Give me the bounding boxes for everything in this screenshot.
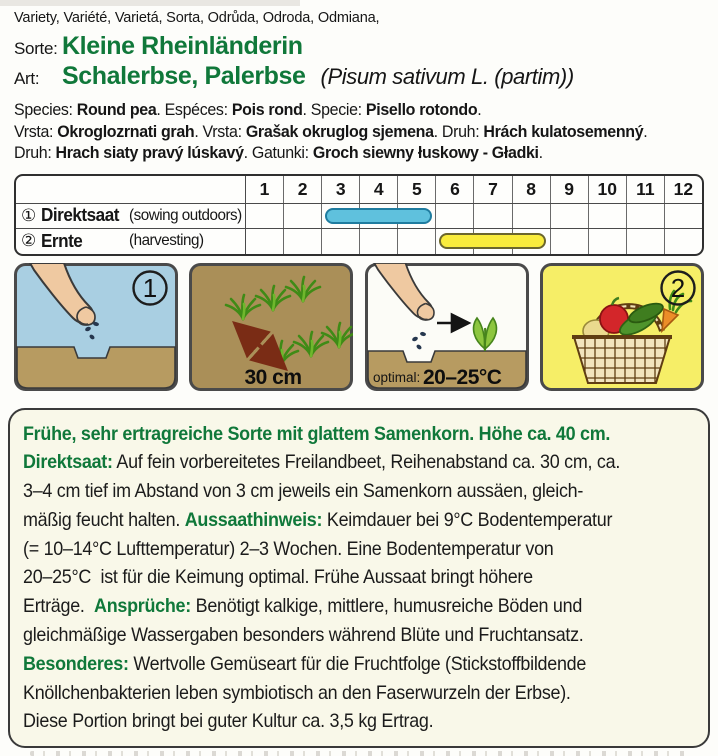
species-latin-name: (Pisum sativum L. (partim)) bbox=[320, 64, 574, 89]
description-line: Knöllchenbakterien leben symbiotisch an den Faserwurzeln der Erbse). bbox=[23, 681, 571, 704]
sowing-pictogram bbox=[14, 263, 178, 391]
calendar-grid-row bbox=[246, 229, 702, 254]
species-translations-line: Species: Round pea. Espéces: Pois rond. Specie: Pisello rotondo. bbox=[14, 100, 482, 119]
row-subtitle: (harvesting) bbox=[129, 232, 204, 250]
month-grid-cell bbox=[397, 229, 435, 254]
description-line: Erträge. Ansprüche: Benötigt kalkige, mittlere, humusreiche Böden und bbox=[23, 595, 583, 618]
germination-temperature-pictogram bbox=[365, 263, 529, 391]
month-cell: 1 bbox=[259, 178, 270, 199]
month-grid-cell bbox=[626, 229, 664, 254]
month-grid-cell bbox=[588, 229, 626, 254]
month-grid-cell bbox=[283, 229, 321, 254]
month-header-spacer bbox=[16, 176, 246, 203]
month-grid-cell bbox=[664, 229, 702, 254]
description-line: (= 10–14°C Lufttemperatur) 2–3 Wochen. Eine Bodentemperatur von bbox=[23, 537, 554, 560]
row-label-cell bbox=[16, 229, 246, 254]
month-cell: 12 bbox=[664, 176, 702, 203]
description-line: Besonderes: Wertvolle Gemüseart für die Fruchtfolge (Stickstoffbildende bbox=[23, 652, 587, 675]
month-cell: 7 bbox=[473, 176, 511, 203]
culture-description-box bbox=[8, 408, 710, 748]
description-line: gleichmäßige Wassergaben besonders während Blüte und Fruchtansatz. bbox=[23, 624, 584, 647]
step-number: 1 bbox=[142, 272, 158, 303]
month-header-row bbox=[16, 176, 702, 203]
description-line: Frühe, sehr ertragreiche Sorte mit glattem Samenkorn. Höhe ca. 40 cm. bbox=[23, 422, 611, 445]
cut-off-text-line bbox=[30, 751, 688, 756]
harvest-pictogram bbox=[540, 263, 704, 391]
species-translations-line: Vrsta: Okroglozrnati grah. Vrsta: Grašak okruglog sjemena. Druh: Hrách kulatosemenný. bbox=[14, 121, 648, 141]
harvest-period-bar bbox=[439, 233, 546, 249]
month-cell: 3 bbox=[321, 176, 359, 203]
month-grid-cell bbox=[588, 204, 626, 229]
month-grid-cell bbox=[512, 204, 550, 229]
month-grid-cell bbox=[283, 204, 321, 229]
month-grid-cell bbox=[550, 204, 588, 229]
calendar-grid-row bbox=[246, 204, 702, 229]
circled-number-2-icon: ② bbox=[21, 231, 37, 251]
month-cell: 11 bbox=[626, 176, 664, 203]
circled-number-1-icon: ① bbox=[21, 205, 37, 225]
description-line: 3–4 cm tief im Abstand von 3 cm jeweils ein Samenkorn aussäen, gleich- bbox=[23, 480, 584, 503]
month-grid-cell bbox=[435, 204, 473, 229]
species-translations-line: Druh: Hrach siaty pravý lúskavý. Gatunki: Groch siewny łuskowy - Gładki. bbox=[14, 143, 543, 162]
month-cell: 5 bbox=[397, 176, 435, 203]
sowing-period-bar bbox=[325, 208, 432, 224]
sowing-calendar-table bbox=[14, 174, 704, 256]
calendar-row-direktsaat bbox=[16, 203, 702, 229]
variety-name: Kleine Rheinländerin bbox=[62, 32, 303, 60]
row-title: Ernte bbox=[41, 230, 83, 251]
description-line: Diese Portion bringt bei guter Kultur ca. 3,5 kg Ertrag. bbox=[23, 710, 434, 733]
description-line: mäßig feucht halten. Aussaathinweis: Keimdauer bei 9°C Bodentemperatur bbox=[23, 508, 613, 531]
month-cell: 10 bbox=[588, 176, 626, 203]
spacing-value: 30 cm bbox=[244, 365, 302, 389]
month-cell: 8 bbox=[512, 176, 550, 203]
month-grid-cell bbox=[321, 229, 359, 254]
month-grid-cell bbox=[359, 229, 397, 254]
row-label-cell bbox=[16, 204, 246, 229]
step-number: 2 bbox=[670, 272, 686, 303]
month-cell: 4 bbox=[359, 176, 397, 203]
variety-translations-line: Variety, Variété, Varietá, Sorta, Odrůda, Odroda, Odmiana, bbox=[14, 9, 380, 26]
packet-header bbox=[0, 0, 718, 164]
species-name-row bbox=[14, 62, 704, 91]
sorte-label: Sorte: bbox=[14, 39, 58, 58]
optimal-label: optimal: bbox=[372, 369, 420, 385]
description-line: Direktsaat: Auf fein vorbereitetes Freilandbeet, Reihenabstand ca. 30 cm, ca. bbox=[23, 451, 621, 474]
species-common-name: Schalerbse, Palerbse bbox=[62, 62, 306, 90]
calendar-row-ernte bbox=[16, 228, 702, 254]
month-grid-cell bbox=[246, 204, 283, 229]
month-grid-cell bbox=[664, 204, 702, 229]
pictogram-row bbox=[14, 263, 704, 391]
scan-edge-artifact bbox=[0, 0, 300, 6]
month-cell: 2 bbox=[283, 176, 321, 203]
row-title: Direktsaat bbox=[41, 205, 120, 226]
row-subtitle: (sowing outdoors) bbox=[129, 206, 242, 224]
art-label: Art: bbox=[14, 69, 40, 88]
optimal-temperature-value: 20–25°C bbox=[422, 365, 502, 389]
species-translations-block bbox=[14, 99, 704, 164]
month-cell: 6 bbox=[435, 176, 473, 203]
month-cell: 9 bbox=[550, 176, 588, 203]
month-grid-cell bbox=[246, 229, 283, 254]
month-grid-cell bbox=[550, 229, 588, 254]
variety-name-row bbox=[14, 32, 704, 61]
month-grid-cell bbox=[473, 204, 511, 229]
row-spacing-pictogram bbox=[189, 263, 353, 391]
month-header-cells bbox=[246, 176, 702, 203]
month-grid-cell bbox=[626, 204, 664, 229]
description-line: 20–25°C ist für die Keimung optimal. Frühe Aussaat bringt höhere bbox=[23, 566, 533, 589]
